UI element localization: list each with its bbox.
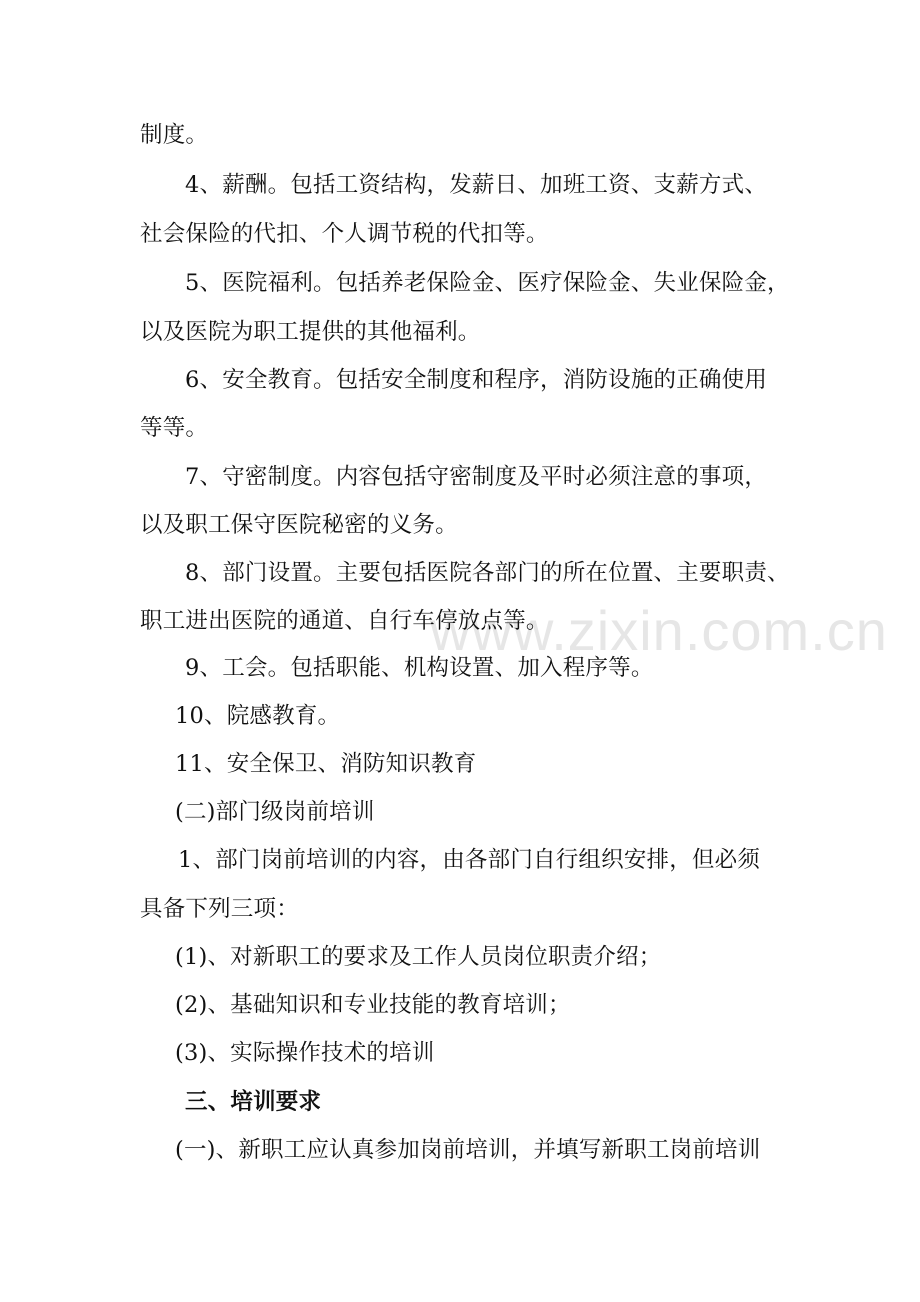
requirement-item-1: (一)、新职工应认真参加岗前培训，并填写新职工岗前培训 <box>175 1137 761 1163</box>
section-heading: 三、培训要求 <box>185 1089 322 1115</box>
sub-item-2: (2)、基础知识和专业技能的教育培训； <box>175 992 571 1018</box>
text-line: 制度。 <box>140 122 209 148</box>
list-item-6: 6、安全教育。包括安全制度和程序，消防设施的正确使用 <box>185 367 768 393</box>
list-item-9: 9、工会。包括职能、机构设置、加入程序等。 <box>185 655 654 681</box>
list-item-4: 4、薪酬。包括工资结构，发薪日、加班工资、支薪方式、 <box>185 172 768 198</box>
list-item-5: 5、医院福利。包括养老保险金、医疗保险金、失业保险金， <box>185 270 790 296</box>
list-item-dept-1: 1、部门岗前培训的内容，由各部门自行组织安排，但必须 <box>178 847 761 873</box>
sub-item-1: (1)、对新职工的要求及工作人员岗位职责介绍； <box>175 944 662 970</box>
sub-item-3: (3)、实际操作技术的培训 <box>175 1040 435 1066</box>
text-line: 等等。 <box>140 415 209 441</box>
text-line: 以及职工保守医院秘密的义务。 <box>140 512 458 538</box>
list-item-10: 10、院感教育。 <box>175 703 341 729</box>
list-item-7: 7、守密制度。内容包括守密制度及平时必须注意的事项， <box>185 464 768 490</box>
text-line: 以及医院为职工提供的其他福利。 <box>140 319 481 345</box>
text-line: 具备下列三项： <box>140 896 299 922</box>
watermark: www.zixin.com.cn <box>430 599 888 662</box>
text-line: 社会保险的代扣、个人调节税的代扣等。 <box>140 221 549 247</box>
section-subheading: (二)部门级岗前培训 <box>175 799 375 825</box>
list-item-8: 8、部门设置。主要包括医院各部门的所在位置、主要职责、 <box>185 560 790 586</box>
list-item-11: 11、安全保卫、消防知识教育 <box>175 751 477 777</box>
text-line: 职工进出医院的通道、自行车停放点等。 <box>140 608 549 634</box>
